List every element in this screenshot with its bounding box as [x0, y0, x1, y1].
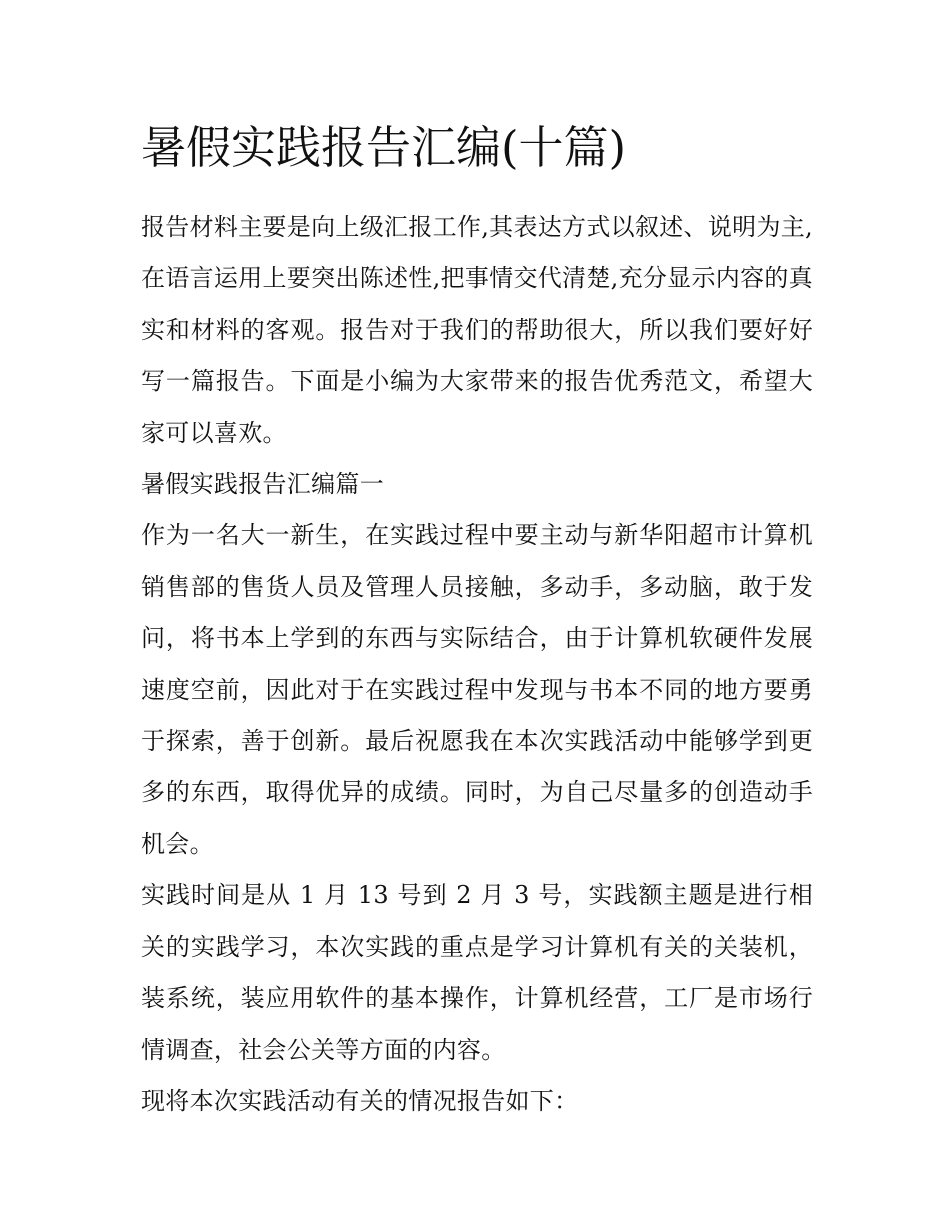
- intro-paragraph: 报告材料主要是向上级汇报工作,其表达方式以叙述、说明为主,在语言运用上要突出陈述性,把事情交代清楚,充分显示内容的真实和材料的客观。报告对于我们的帮助很大，所以我们要好好写一篇报告。下面是小编为大家带来的报告优秀范文，希望大家可以喜欢。: [141, 213, 813, 447]
- body-paragraph: 作为一名大一新生，在实践过程中要主动与新华阳超市计算机销售部的售货人员及管理人员接触，多动手，多动脑，敢于发问，将书本上学到的东西与实际结合，由于计算机软硬件发展速度空前，因此对于在实践过程中发现与书本不同的地方要勇于探索，善于创新。最后祝愿我在本次实践活动中能够学到更多的东西，取得优异的成绩。同时，为自己尽量多的创造动手机会。: [141, 521, 813, 858]
- document-title: 暑假实践报告汇编(十篇): [141, 121, 627, 174]
- body-paragraph: 现将本次实践活动有关的情况报告如下：: [141, 1086, 579, 1115]
- body-paragraph: 实践时间是从 1 月 13 号到 2 月 3 号，实践额主题是进行相关的实践学习，本次实践的重点是学习计算机有关的关装机，装系统，装应用软件的基本操作，计算机经营，工厂是市场行情调查，社会公关等方面的内容。: [141, 881, 813, 1064]
- section-heading: 暑假实践报告汇编篇一: [141, 470, 384, 499]
- document-content: [141, 116, 813, 1127]
